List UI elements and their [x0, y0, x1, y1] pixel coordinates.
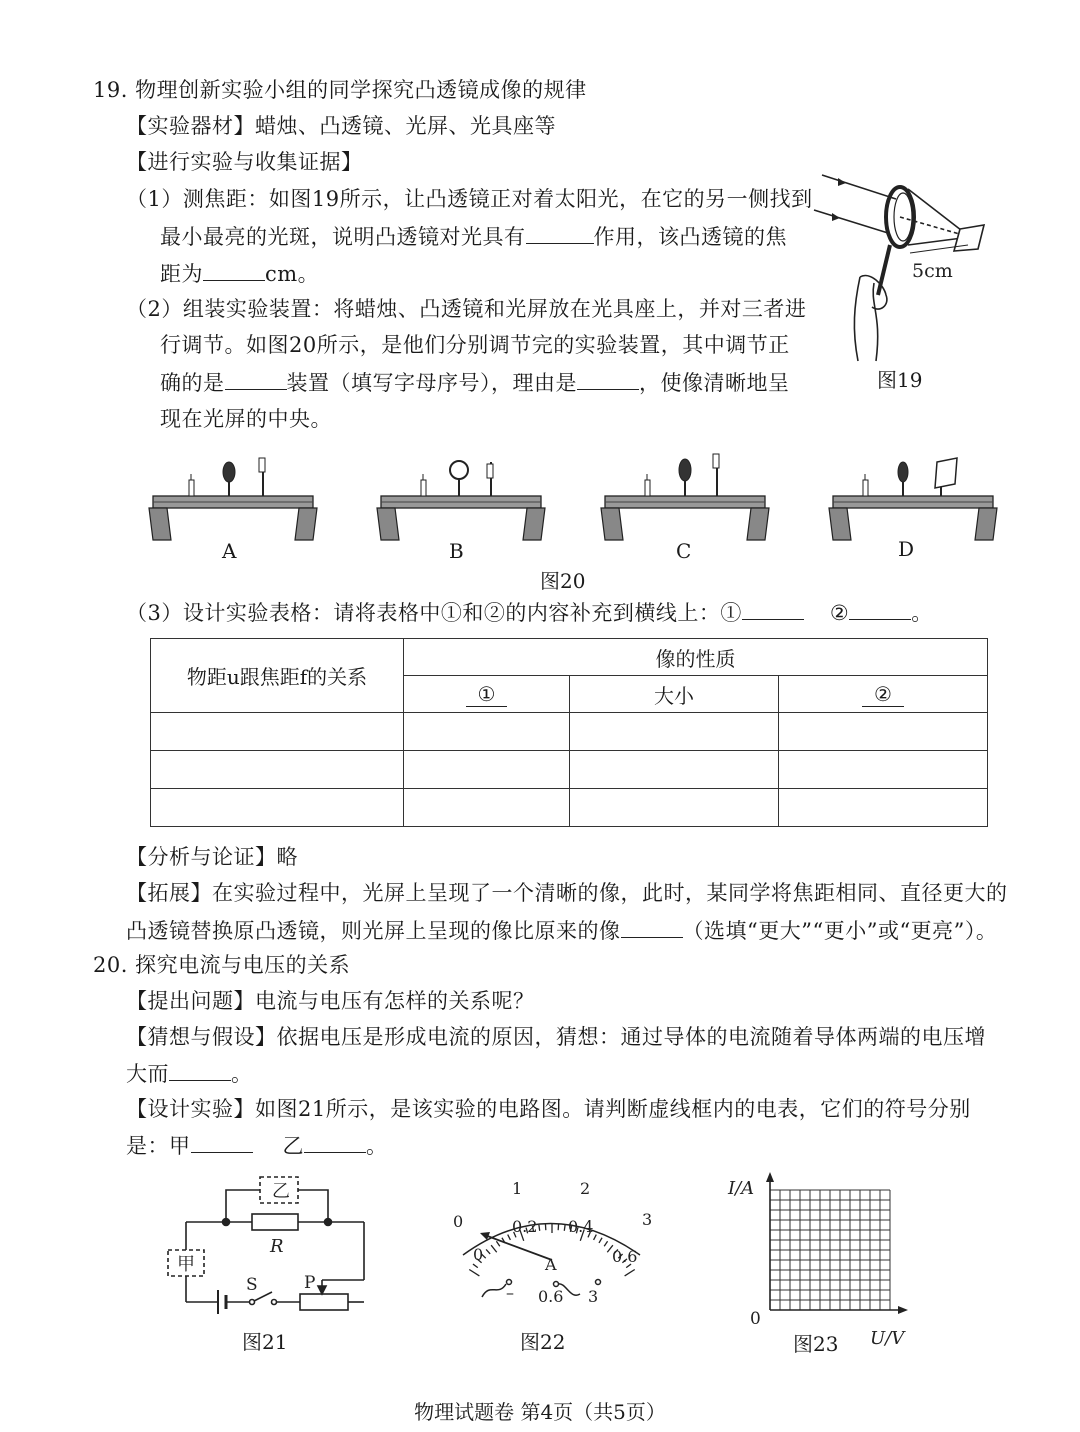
figure-20-label-b: B: [449, 539, 464, 563]
q19-p3-line: （3）设计实验表格：请将表格中①和②的内容补充到横线上：① ② 。: [126, 597, 933, 628]
terminal-3: 3: [588, 1287, 599, 1306]
q20-design-line1: 【设计实验】如图21所示，是该实验的电路图。请判断虚线框内的电表，它们的符号分别: [126, 1097, 971, 1121]
table-cell[interactable]: [151, 751, 404, 789]
y-axis-label: I/A: [728, 1178, 755, 1199]
table-cell[interactable]: [404, 713, 570, 751]
dial-top-tick-0: 0: [453, 1212, 464, 1231]
figure-20-optical-benches: [145, 450, 1005, 550]
dial-bottom-tick-0: 0: [473, 1245, 484, 1264]
q20-design-line2: 是：甲 乙 。: [126, 1130, 388, 1161]
table-subheader-1: ①: [404, 676, 570, 713]
dial-top-tick-3: 3: [642, 1210, 653, 1229]
answer-blank[interactable]: [742, 597, 804, 620]
table-subheader-2: ②: [779, 676, 988, 713]
bench-d: [829, 458, 997, 540]
figure-21-circuit: [160, 1172, 380, 1322]
meter-yi-label: 乙: [272, 1181, 290, 1202]
dial-tick-mark: [599, 1238, 602, 1243]
dial-tick-mark: [625, 1269, 635, 1275]
figure-21-caption: 图21: [242, 1330, 288, 1354]
figure-20-label-c: C: [676, 539, 692, 563]
figure-20-label-a: A: [222, 539, 237, 563]
table-cell[interactable]: [570, 713, 779, 751]
q19-analysis: 【分析与论证】略: [126, 845, 298, 869]
dial-bottom-tick-2: 0.4: [568, 1217, 594, 1236]
dial-tick-mark: [539, 1225, 540, 1231]
q20-hypothesis-line1: 【猜想与假设】依据电压是形成电流的原因，猜想：通过导体的电流随着导体两端的电压增: [126, 1025, 986, 1049]
bench-b: [377, 461, 545, 540]
q19-p2-line3: 确的是 装置（填写字母序号），理由是 ，使像清晰地呈: [160, 367, 790, 398]
q19-materials: 【实验器材】蜡烛、凸透镜、光屏、光具座等: [126, 114, 556, 138]
q19-title: 19. 物理创新实验小组的同学探究凸透镜成像的规律: [93, 78, 587, 102]
dial-top-tick-2: 2: [580, 1179, 591, 1198]
table-cell[interactable]: [404, 789, 570, 827]
dial-tick-mark: [473, 1264, 478, 1268]
q19-p2-line1: （2）组装实验装置：将蜡烛、凸透镜和光屏放在光具座上，并对三者进: [126, 297, 807, 321]
q19-extension-line1: 【拓展】在实验过程中，光屏上呈现了一个清晰的像，此时，某同学将焦距相同、直径更大的: [126, 881, 1008, 905]
dial-unit-label: A: [545, 1255, 557, 1274]
answer-blank[interactable]: [203, 258, 265, 281]
dial-tick-mark: [496, 1241, 499, 1246]
answer-blank[interactable]: [621, 915, 683, 938]
figure-19-caption: 图19: [877, 368, 923, 392]
terminal-negative: –: [506, 1283, 514, 1302]
resistor-r-label: R: [270, 1236, 284, 1257]
meter-jia-label: 甲: [177, 1254, 195, 1275]
figure-22-ammeter-dial: [440, 1172, 670, 1322]
origin-label: 0: [750, 1309, 761, 1329]
switch-s-label: S: [246, 1275, 258, 1295]
table-row: [151, 789, 988, 827]
figure-20-label-d: D: [898, 537, 915, 561]
q20-hypothesis-line2: 大而 。: [126, 1058, 253, 1089]
table-row: [151, 713, 988, 751]
dial-tick-mark: [564, 1225, 565, 1231]
slider-p-label: P: [304, 1273, 316, 1293]
table-header-image-properties: 像的性质: [404, 639, 988, 676]
focal-length-label: 5cm: [912, 260, 953, 282]
q19-procedure-heading: 【进行实验与收集证据】: [126, 150, 363, 174]
page-footer: 物理试题卷 第4页（共5页）: [414, 1400, 666, 1424]
dial-tick-mark: [469, 1269, 479, 1275]
table-header-distance-relation: 物距u跟焦距f的关系: [151, 639, 404, 713]
table-cell[interactable]: [779, 713, 988, 751]
x-axis-label: U/V: [870, 1328, 905, 1349]
table-cell[interactable]: [151, 789, 404, 827]
q19-p2-line4: 现在光屏的中央。: [160, 407, 332, 431]
figure-19-lens-focusing: [800, 165, 1000, 365]
q19-p1-line1: （1）测焦距：如图19所示，让凸透镜正对着太阳光，在它的另一侧找到: [126, 187, 813, 211]
dial-tick-mark: [594, 1235, 597, 1240]
q20-question: 【提出问题】电流与电压有怎样的关系呢？: [126, 989, 535, 1013]
dial-tick-mark: [491, 1245, 497, 1252]
dial-tick-mark: [604, 1241, 607, 1246]
dial-bottom-tick-1: 0.2: [512, 1217, 538, 1236]
table-subheader-size: 大小: [570, 676, 779, 713]
table-cell[interactable]: [779, 789, 988, 827]
table-cell[interactable]: [570, 789, 779, 827]
dial-tick-mark: [508, 1235, 511, 1240]
dial-top-tick-1: 1: [512, 1179, 523, 1198]
answer-blank[interactable]: [526, 221, 594, 244]
answer-blank[interactable]: [849, 597, 911, 620]
answer-blank[interactable]: [577, 367, 639, 390]
dial-tick-mark: [486, 1249, 490, 1253]
figure-23-caption: 图23: [793, 1332, 839, 1356]
q19-p1-line3: 距为 cm。: [160, 258, 319, 289]
figure-22-caption: 图22: [520, 1330, 566, 1354]
q19-extension-line2: 凸透镜替换原凸透镜，则光屏上呈现的像比原来的像 （选填“更大”“更小”或“更亮”）。: [126, 915, 997, 946]
answer-blank[interactable]: [169, 1058, 231, 1081]
table-cell[interactable]: [404, 751, 570, 789]
dial-bottom-tick-3: 0.6: [612, 1247, 638, 1266]
q20-title: 20. 探究电流与电压的关系: [93, 953, 351, 977]
bench-c: [601, 454, 769, 540]
answer-blank[interactable]: [225, 367, 287, 390]
experiment-table: [150, 638, 988, 827]
terminal-0.6: 0.6: [538, 1287, 564, 1306]
answer-blank[interactable]: [191, 1130, 253, 1153]
q19-p1-line2: 最小最亮的光斑，说明凸透镜对光具有 作用，该凸透镜的焦: [160, 221, 787, 252]
answer-blank[interactable]: [304, 1130, 366, 1153]
table-cell[interactable]: [151, 713, 404, 751]
bench-a: [149, 458, 317, 540]
table-row: [151, 751, 988, 789]
table-cell[interactable]: [779, 751, 988, 789]
figure-20-caption: 图20: [540, 569, 586, 593]
table-cell[interactable]: [570, 751, 779, 789]
q19-p2-line2: 行调节。如图20所示，是他们分别调节完的实验装置，其中调节正: [160, 333, 790, 357]
